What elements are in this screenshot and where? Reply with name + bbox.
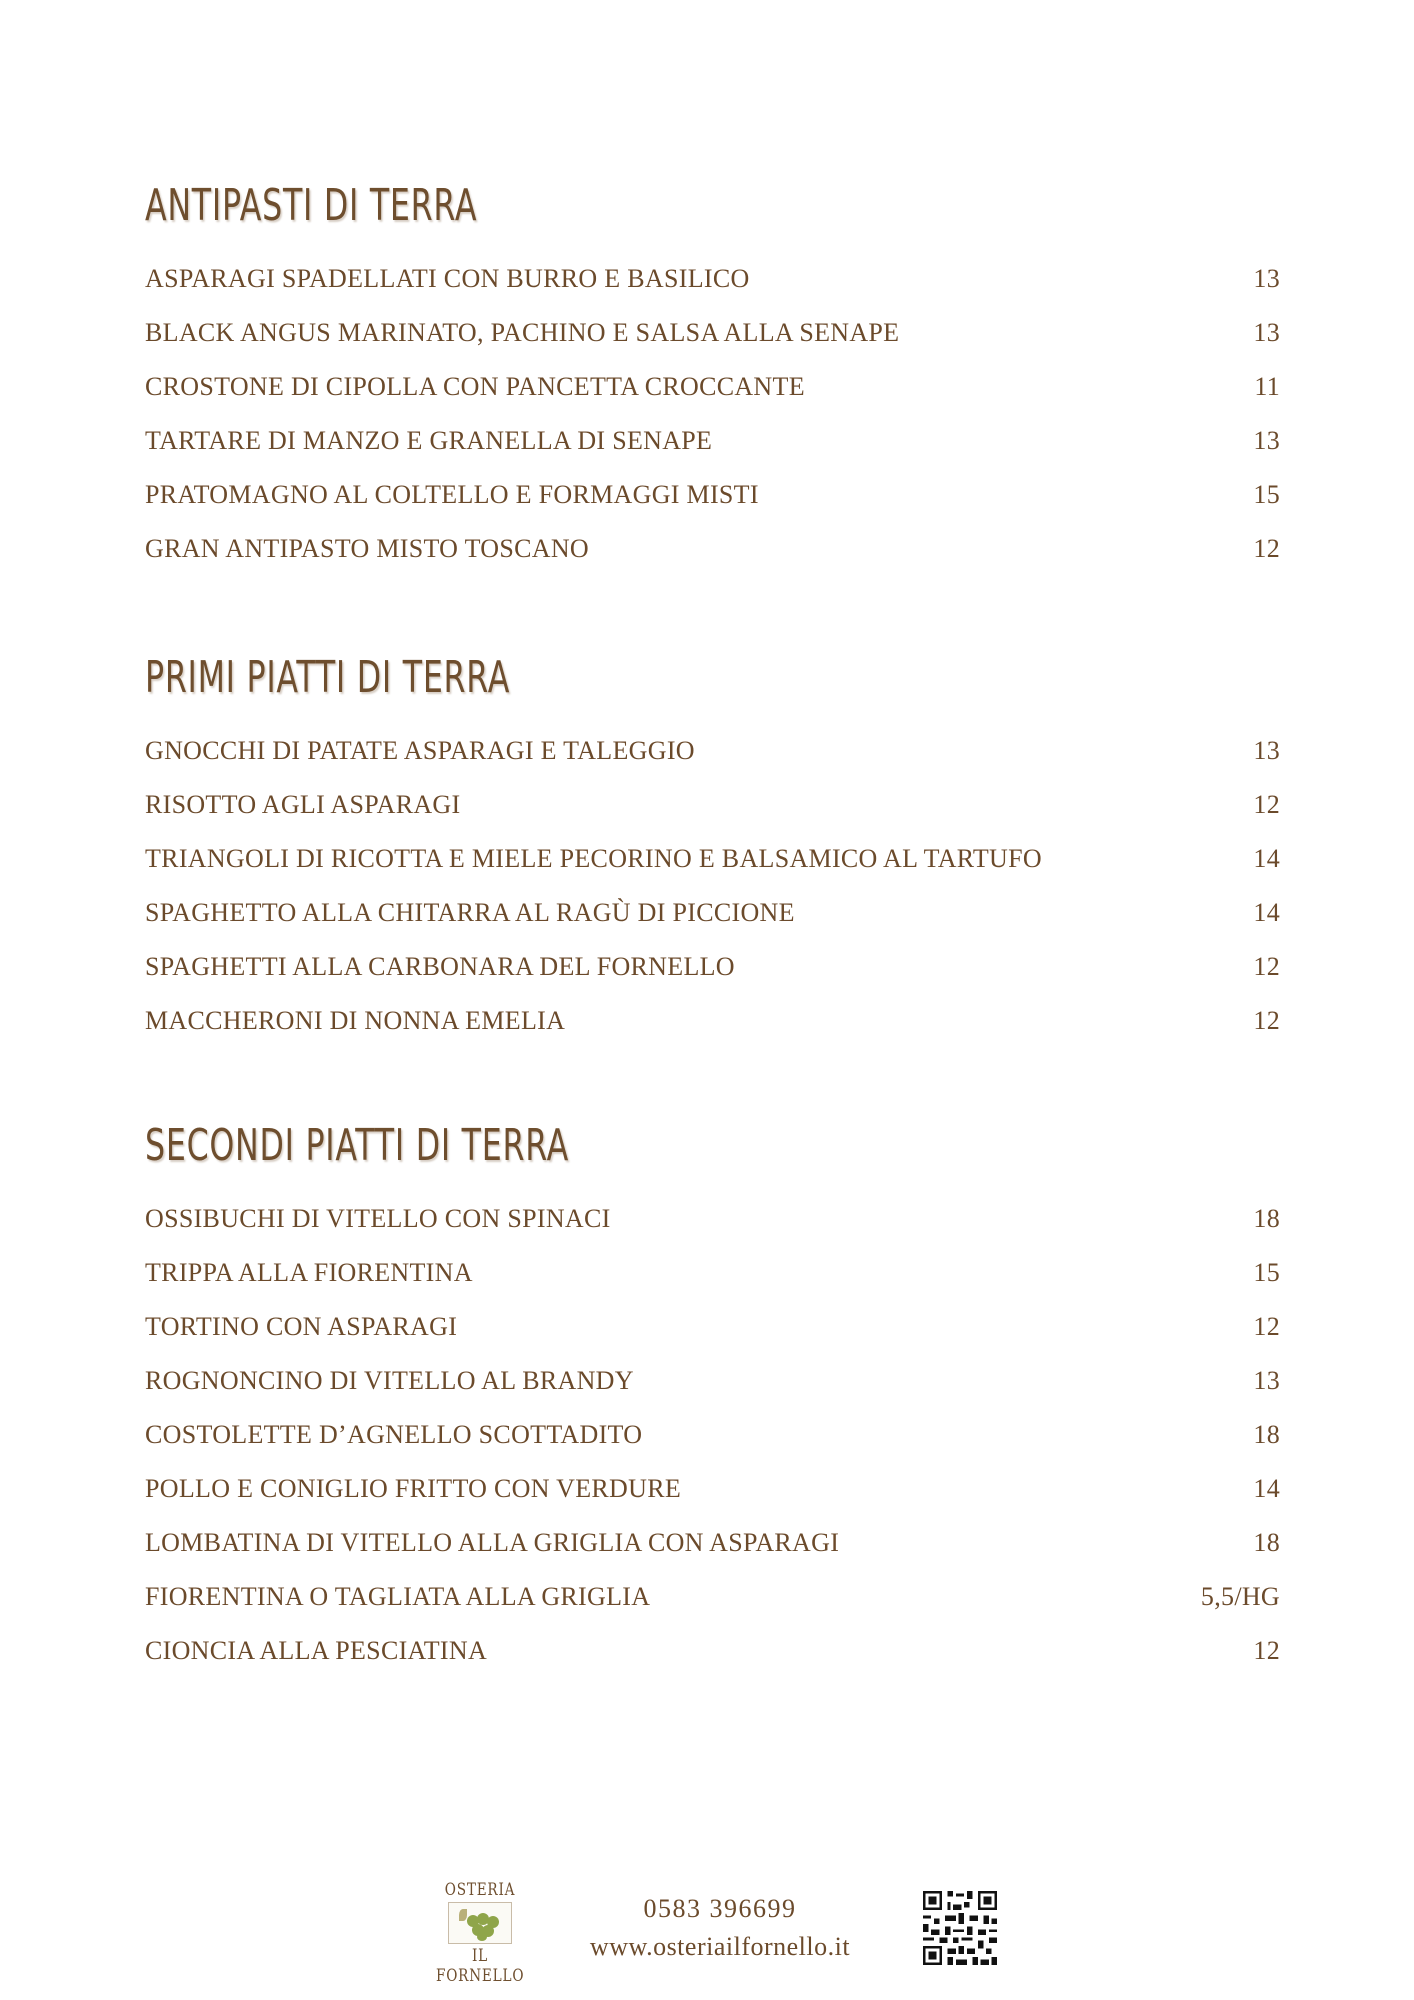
item-price: 13	[1253, 736, 1280, 765]
item-price: 12	[1253, 534, 1280, 563]
menu-item	[145, 940, 1280, 994]
section-title: SECONDI PIATTI DI TERRA	[145, 1120, 570, 1171]
item-name: CIONCIA ALLA PESCIATINA	[145, 1636, 488, 1665]
item-price: 15	[1253, 1258, 1280, 1287]
item-price: 13	[1253, 318, 1280, 347]
item-price: 13	[1253, 264, 1280, 293]
menu-item	[145, 1192, 1280, 1246]
item-name: GRAN ANTIPASTO MISTO TOSCANO	[145, 534, 590, 563]
menu-item	[145, 1246, 1280, 1300]
section-title: ANTIPASTI DI TERRA	[145, 180, 478, 231]
item-price: 12	[1253, 790, 1280, 819]
section-antipasti	[145, 178, 1280, 576]
logo-bottom-text: IL FORNELLO	[436, 1946, 525, 1986]
qr-code-icon[interactable]	[920, 1888, 1000, 1968]
menu-list	[145, 724, 1280, 1048]
logo-top-text: OSTERIA	[444, 1880, 516, 1900]
menu-list	[145, 252, 1280, 576]
item-price: 12	[1253, 1312, 1280, 1341]
item-name: TORTINO CON ASPARAGI	[145, 1312, 458, 1341]
item-price: 14	[1253, 898, 1280, 927]
footer	[0, 1870, 1414, 1986]
item-name: RISOTTO AGLI ASPARAGI	[145, 790, 461, 819]
grapes-icon	[448, 1902, 512, 1944]
item-price: 5,5/HG	[1200, 1582, 1280, 1611]
item-price: 18	[1253, 1420, 1280, 1449]
logo	[425, 1880, 535, 1986]
menu-item	[145, 522, 1280, 576]
section-secondi	[145, 1118, 1280, 1678]
menu-item	[145, 468, 1280, 522]
item-name: BLACK ANGUS MARINATO, PACHINO E SALSA ALLA SENAPE	[145, 318, 900, 347]
item-price: 14	[1253, 844, 1280, 873]
menu-item	[145, 360, 1280, 414]
menu-item	[145, 1354, 1280, 1408]
menu-item	[145, 306, 1280, 360]
item-name: SPAGHETTI ALLA CARBONARA DEL FORNELLO	[145, 952, 735, 981]
item-price: 13	[1253, 1366, 1280, 1395]
item-name: COSTOLETTE D’AGNELLO SCOTTADITO	[145, 1420, 643, 1449]
item-name: TRIANGOLI DI RICOTTA E MIELE PECORINO E BALSAMICO AL TARTUFO	[145, 844, 1042, 873]
item-name: TRIPPA ALLA FIORENTINA	[145, 1258, 473, 1287]
menu-item	[145, 994, 1280, 1048]
menu-item	[145, 1462, 1280, 1516]
contact-info	[560, 1890, 880, 1966]
item-name: CROSTONE DI CIPOLLA CON PANCETTA CROCCANTE	[145, 372, 805, 401]
item-name: ASPARAGI SPADELLATI CON BURRO E BASILICO	[145, 264, 750, 293]
menu-item	[145, 1624, 1280, 1678]
item-name: MACCHERONI DI NONNA EMELIA	[145, 1006, 566, 1035]
item-price: 13	[1253, 426, 1280, 455]
item-name: PRATOMAGNO AL COLTELLO E FORMAGGI MISTI	[145, 480, 759, 509]
item-price: 18	[1253, 1528, 1280, 1557]
menu-item	[145, 778, 1280, 832]
menu-list	[145, 1192, 1280, 1678]
section-title: PRIMI PIATTI DI TERRA	[145, 652, 511, 703]
item-price: 14	[1253, 1474, 1280, 1503]
section-primi	[145, 650, 1280, 1048]
item-price: 12	[1253, 1636, 1280, 1665]
website-link[interactable]: www.osteriailfornello.it	[589, 1932, 851, 1961]
item-name: POLLO E CONIGLIO FRITTO CON VERDURE	[145, 1474, 682, 1503]
menu-item	[145, 252, 1280, 306]
item-name: FIORENTINA O TAGLIATA ALLA GRIGLIA	[145, 1582, 651, 1611]
menu-item	[145, 1570, 1280, 1624]
menu-item	[145, 1408, 1280, 1462]
phone-number[interactable]: 0583 396699	[643, 1894, 797, 1923]
menu-item	[145, 886, 1280, 940]
item-name: SPAGHETTO ALLA CHITARRA AL RAGÙ DI PICCIONE	[145, 898, 795, 927]
item-name: ROGNONCINO DI VITELLO AL BRANDY	[145, 1366, 634, 1395]
item-name: GNOCCHI DI PATATE ASPARAGI E TALEGGIO	[145, 736, 695, 765]
menu-item	[145, 1300, 1280, 1354]
item-price: 11	[1254, 372, 1280, 401]
menu-item	[145, 832, 1280, 886]
item-price: 18	[1253, 1204, 1280, 1233]
item-price: 12	[1253, 952, 1280, 981]
menu-item	[145, 724, 1280, 778]
item-price: 12	[1253, 1006, 1280, 1035]
menu-item	[145, 414, 1280, 468]
item-name: LOMBATINA DI VITELLO ALLA GRIGLIA CON ASPARAGI	[145, 1528, 840, 1557]
item-price: 15	[1253, 480, 1280, 509]
item-name: TARTARE DI MANZO E GRANELLA DI SENAPE	[145, 426, 713, 455]
item-name: OSSIBUCHI DI VITELLO CON SPINACI	[145, 1204, 611, 1233]
menu-item	[145, 1516, 1280, 1570]
